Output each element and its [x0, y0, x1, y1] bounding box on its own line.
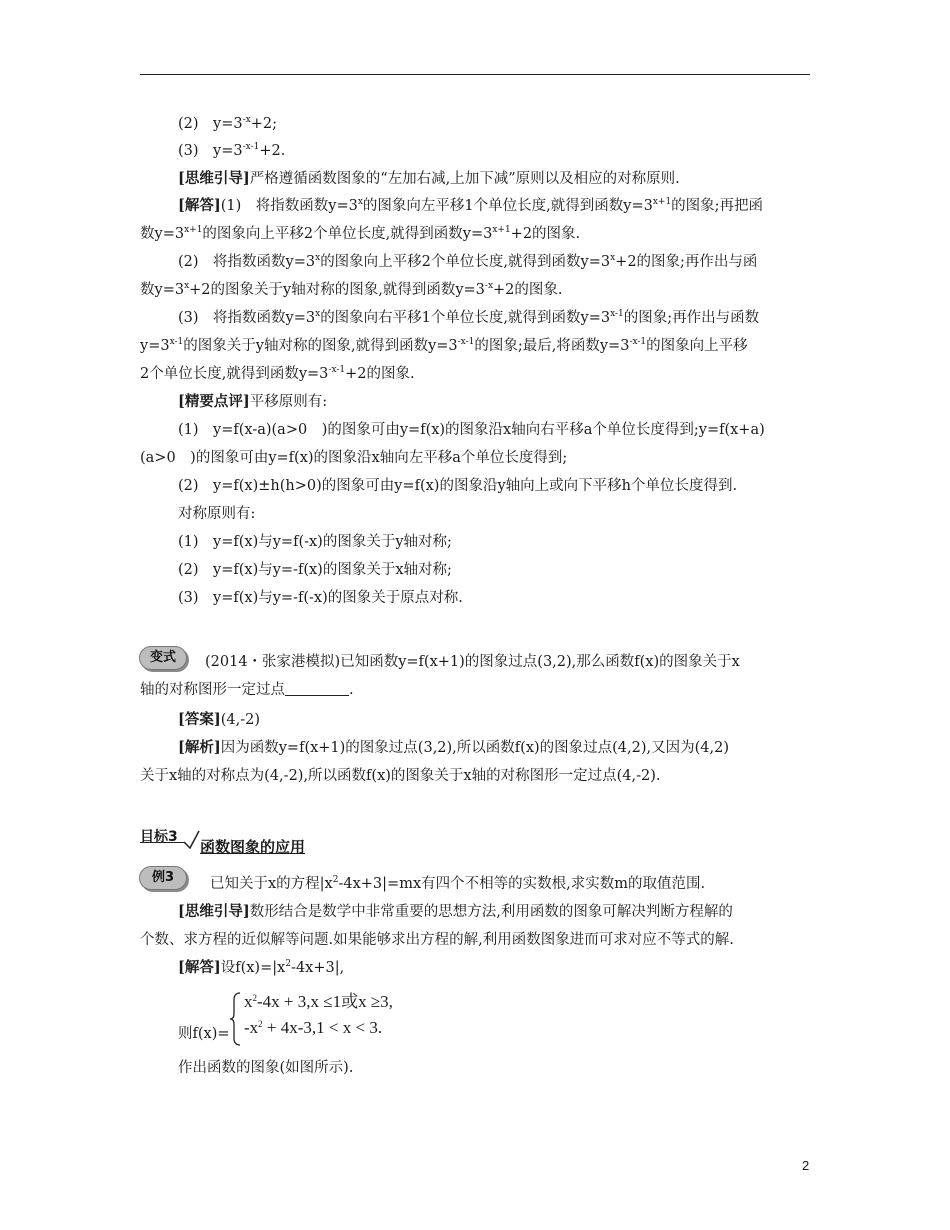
item-2: (2) $y=3^{-x}+2$; [178, 115, 277, 132]
variant-explanation-line-2: 关于x轴的对称点为(4,-2),所以函数f(x)的图象关于x轴的对称图形一定过点(4,-2). [140, 768, 661, 784]
variant-badge: 变式 [139, 646, 187, 670]
goal-title: 函数图象的应用 [200, 838, 306, 856]
example-badge: 例3 [139, 866, 187, 890]
variant-question-line-1: (2014・张家港模拟)已知函数y=f(x+1)的图象过点(3,2),那么函数f(x)的图象关于x [205, 654, 740, 670]
thinking-guide-2-line-1: [思维引导]数形结合是数学中非常重要的思想方法,利用函数的图象可解决判断方程解的 [178, 903, 733, 920]
goal-label: 目标3 [140, 829, 178, 845]
answer-2-line-2: 数$y=3^x+2$的图象关于y轴对称的图象,就得到函数$y=3^{-x}+2$的图象. [140, 281, 563, 298]
answer-1-line-1: [解答](1) 将指数函数$y=3^x$的图象向左平移1个单位长度,就得到函数$y=3^{x+1}$的图象;再把函 [178, 197, 764, 214]
variant-question-line-2: 轴的对称图形一定过点 . [140, 682, 354, 698]
goal-arrow-icon [184, 830, 200, 850]
piecewise-case-1: $x^2-4x + 3,x \le 1$或x ≥3, [244, 992, 393, 1011]
goal-underline [140, 842, 184, 843]
piecewise-lead: 则f(x)= [178, 1026, 230, 1042]
header-rule [140, 74, 810, 75]
answer-2-heading: [解答]设$f(x)=|x^2-4x+3|$, [178, 959, 345, 976]
piecewise-case-2: $-x^2 + 4x-3,1 < x < 3$. [244, 1018, 383, 1037]
answer-2-line-1: (2) 将指数函数$y=3^x$的图象向上平移2个单位长度,就得到函数$y=3^x+2$的图象;再作出与函 [178, 253, 758, 270]
symmetry-rule-3: (3) y=f(x)与y=-f(-x)的图象关于原点对称. [178, 590, 463, 606]
item-3: (3) $y=3^{-x-1}+2$. [178, 142, 286, 159]
answer-blank [285, 681, 349, 696]
shift-rule-1: (1) y=f(x-a)(a>0 )的图象可由y=f(x)的图象沿x轴向右平移a个单位长度得到;y=f(x+a) [178, 422, 765, 438]
answer-1-line-2: 数$y=3^{x+1}$的图象向上平移2个单位长度,就得到函数$y=3^{x+1}+2$的图象. [140, 225, 581, 242]
page-number: 2 [802, 1158, 810, 1173]
variant-answer: [答案](4,-2) [178, 711, 261, 728]
draw-graph-note: 作出函数的图象(如图所示). [178, 1060, 354, 1076]
example-question: 已知关于x的方程$|x^2-4x+3|=mx$有四个不相等的实数根,求实数m的取值范围. [210, 875, 706, 892]
shift-rule-2: (2) y=f(x)±h(h>0)的图象可由y=f(x)的图象沿y轴向上或向下平移h个单位长度得到. [178, 478, 738, 494]
answer-3-line-3: 2个单位长度,就得到函数$y=3^{-x-1}+2$的图象. [140, 365, 415, 382]
symmetry-rule-1: (1) y=f(x)与y=f(-x)的图象关于y轴对称; [178, 534, 452, 550]
comment-heading: [精要点评]平移原则有: [178, 393, 328, 410]
thinking-guide-2-line-2: 个数、求方程的近似解等问题.如果能够求出方程的解,利用函数图象进而可求对应不等式的解. [140, 932, 734, 948]
answer-3-line-1: (3) 将指数函数$y=3^x$的图象向右平移1个单位长度,就得到函数$y=3^{x-1}$的图象;再作出与函数 [178, 309, 760, 326]
variant-explanation-line-1: [解析]因为函数y=f(x+1)的图象过点(3,2),所以函数f(x)的图象过点(4,2),又因为(4,2) [178, 739, 730, 756]
answer-3-line-2: $y=3^{x-1}$的图象关于y轴对称的图象,就得到函数$y=3^{-x-1}$的图象;最后,将函数$y=3^{-x-1}$的图象向上平移 [140, 337, 748, 354]
symmetry-heading: 对称原则有: [178, 506, 256, 522]
shift-rule-1-cont: (a>0 )的图象可由y=f(x)的图象沿x轴向左平移a个单位长度得到; [140, 450, 568, 466]
thinking-guide: [思维引导]严格遵循函数图象的“左加右减,上加下减”原则以及相应的对称原则. [178, 170, 680, 187]
symmetry-rule-2: (2) y=f(x)与y=-f(x)的图象关于x轴对称; [178, 562, 452, 578]
